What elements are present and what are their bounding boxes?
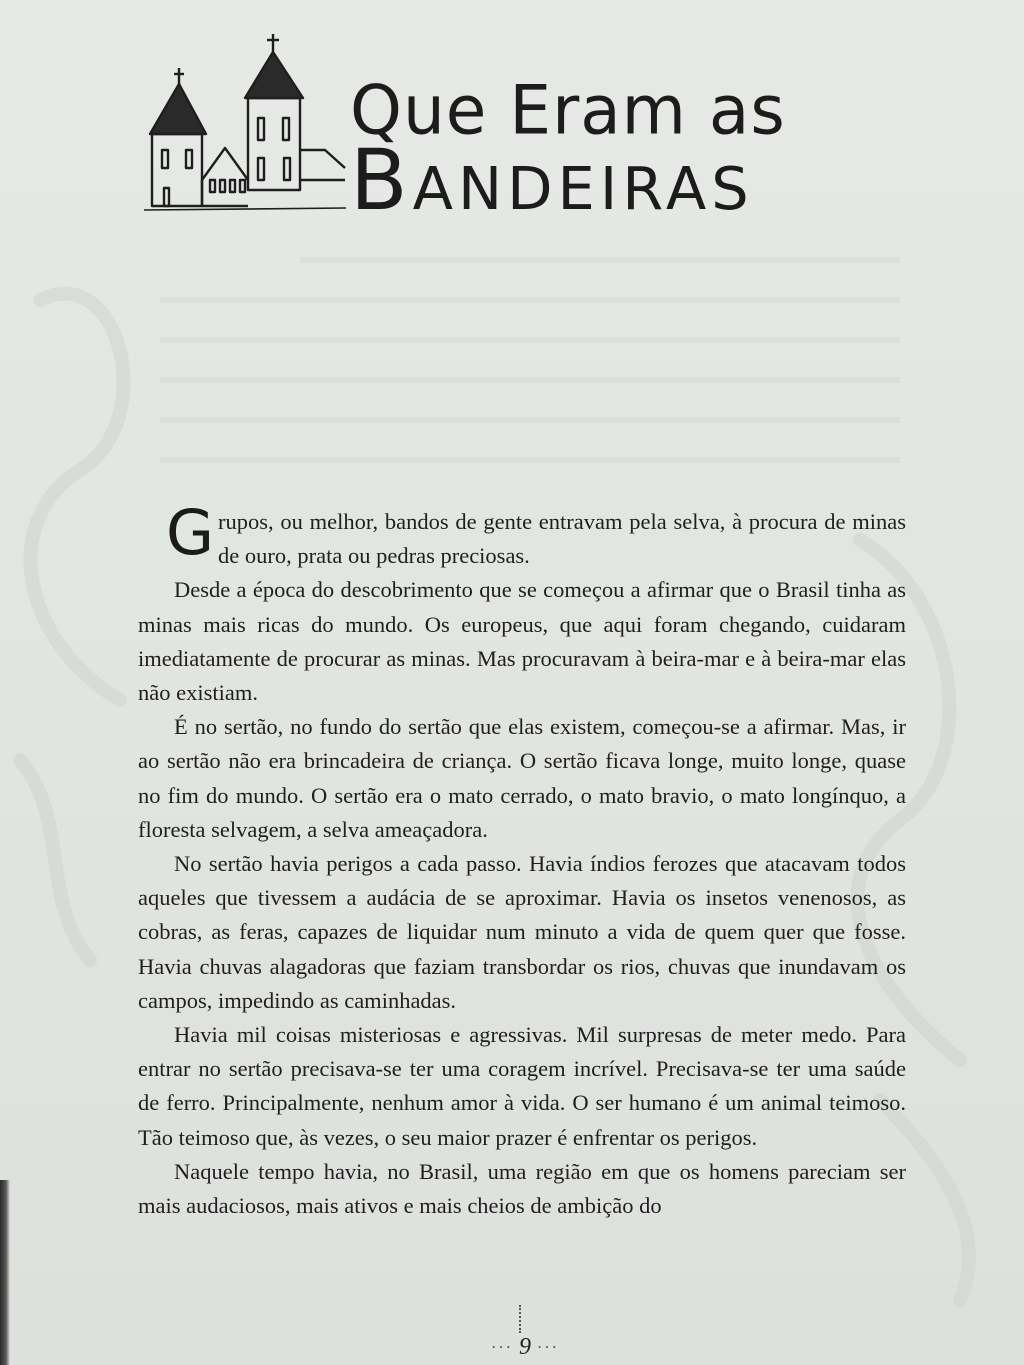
paragraph-text: rupos, ou melhor, bandos de gente entravam pela selva, à procura de minas de ouro, prata ou pedras preciosas.: [218, 509, 906, 569]
paragraph: [138, 496, 906, 573]
paragraph: No sertão havia perigos a cada passo. Havia índios ferozes que atacavam todos aqueles que tivessem a audácia de se aproximar. Havia os insetos venenosos, as cobras, as feras, capazes de liquidar num minuto a vida de quem quer que fosse. Havia chuvas alagadoras que faziam transbordar os rios, chuvas que inundavam os campos, impedindo as caminhadas.: [138, 851, 906, 1013]
page-edge-shadow: [0, 1180, 10, 1365]
footer-ornament: [519, 1305, 527, 1333]
ornament-dots-left: ···: [491, 1339, 513, 1357]
paragraph: Naquele tempo havia, no Brasil, uma região em que os homens pareciam ser mais audaciosos, mais ativos e mais cheios de ambição do: [138, 1158, 906, 1219]
drop-cap: G: [166, 496, 215, 569]
ornament-dots-right: ···: [537, 1339, 559, 1357]
page-number: 9: [519, 1334, 531, 1360]
chapter-header: [140, 30, 940, 229]
page-footer: [470, 1334, 580, 1361]
paragraph: Havia mil coisas misteriosas e agressivas. Mil surpresas de meter medo. Para entrar no sertão precisava-se ter uma coragem incrível. Precisava-se ter uma saúde de ferro. Principalmente, nenhum amor à vida. O ser humano é um animal teimoso. Tão teimoso que, às vezes, o seu maior prazer é enfrentar os perigos.: [138, 1022, 906, 1150]
paragraph: Desde a época do descobrimento que se começou a afirmar que o Brasil tinha as minas mais ricas do mundo. Os europeus, que aqui foram chegando, cuidaram imediatamente de procurar as minas. Mas procuravam à beira-mar e à beira-mar elas não existiam.: [138, 577, 906, 706]
chapter-title-line1: Que Eram as: [350, 71, 786, 150]
church-icon: [140, 30, 350, 220]
chapter-title-line2: Bandeiras: [350, 131, 754, 229]
paragraph: É no sertão, no fundo do sertão que elas existem, começou-se a afirmar. Mas, ir ao sertão não era brincadeira de criança. O sertão ficava longe, muito longe, quase no fim do mundo. O sertão era o mato cerrado, o mato bravio, o mato longínquo, a floresta selvagem, a selva ameaçadora.: [138, 714, 906, 842]
body-text: [138, 496, 906, 1223]
